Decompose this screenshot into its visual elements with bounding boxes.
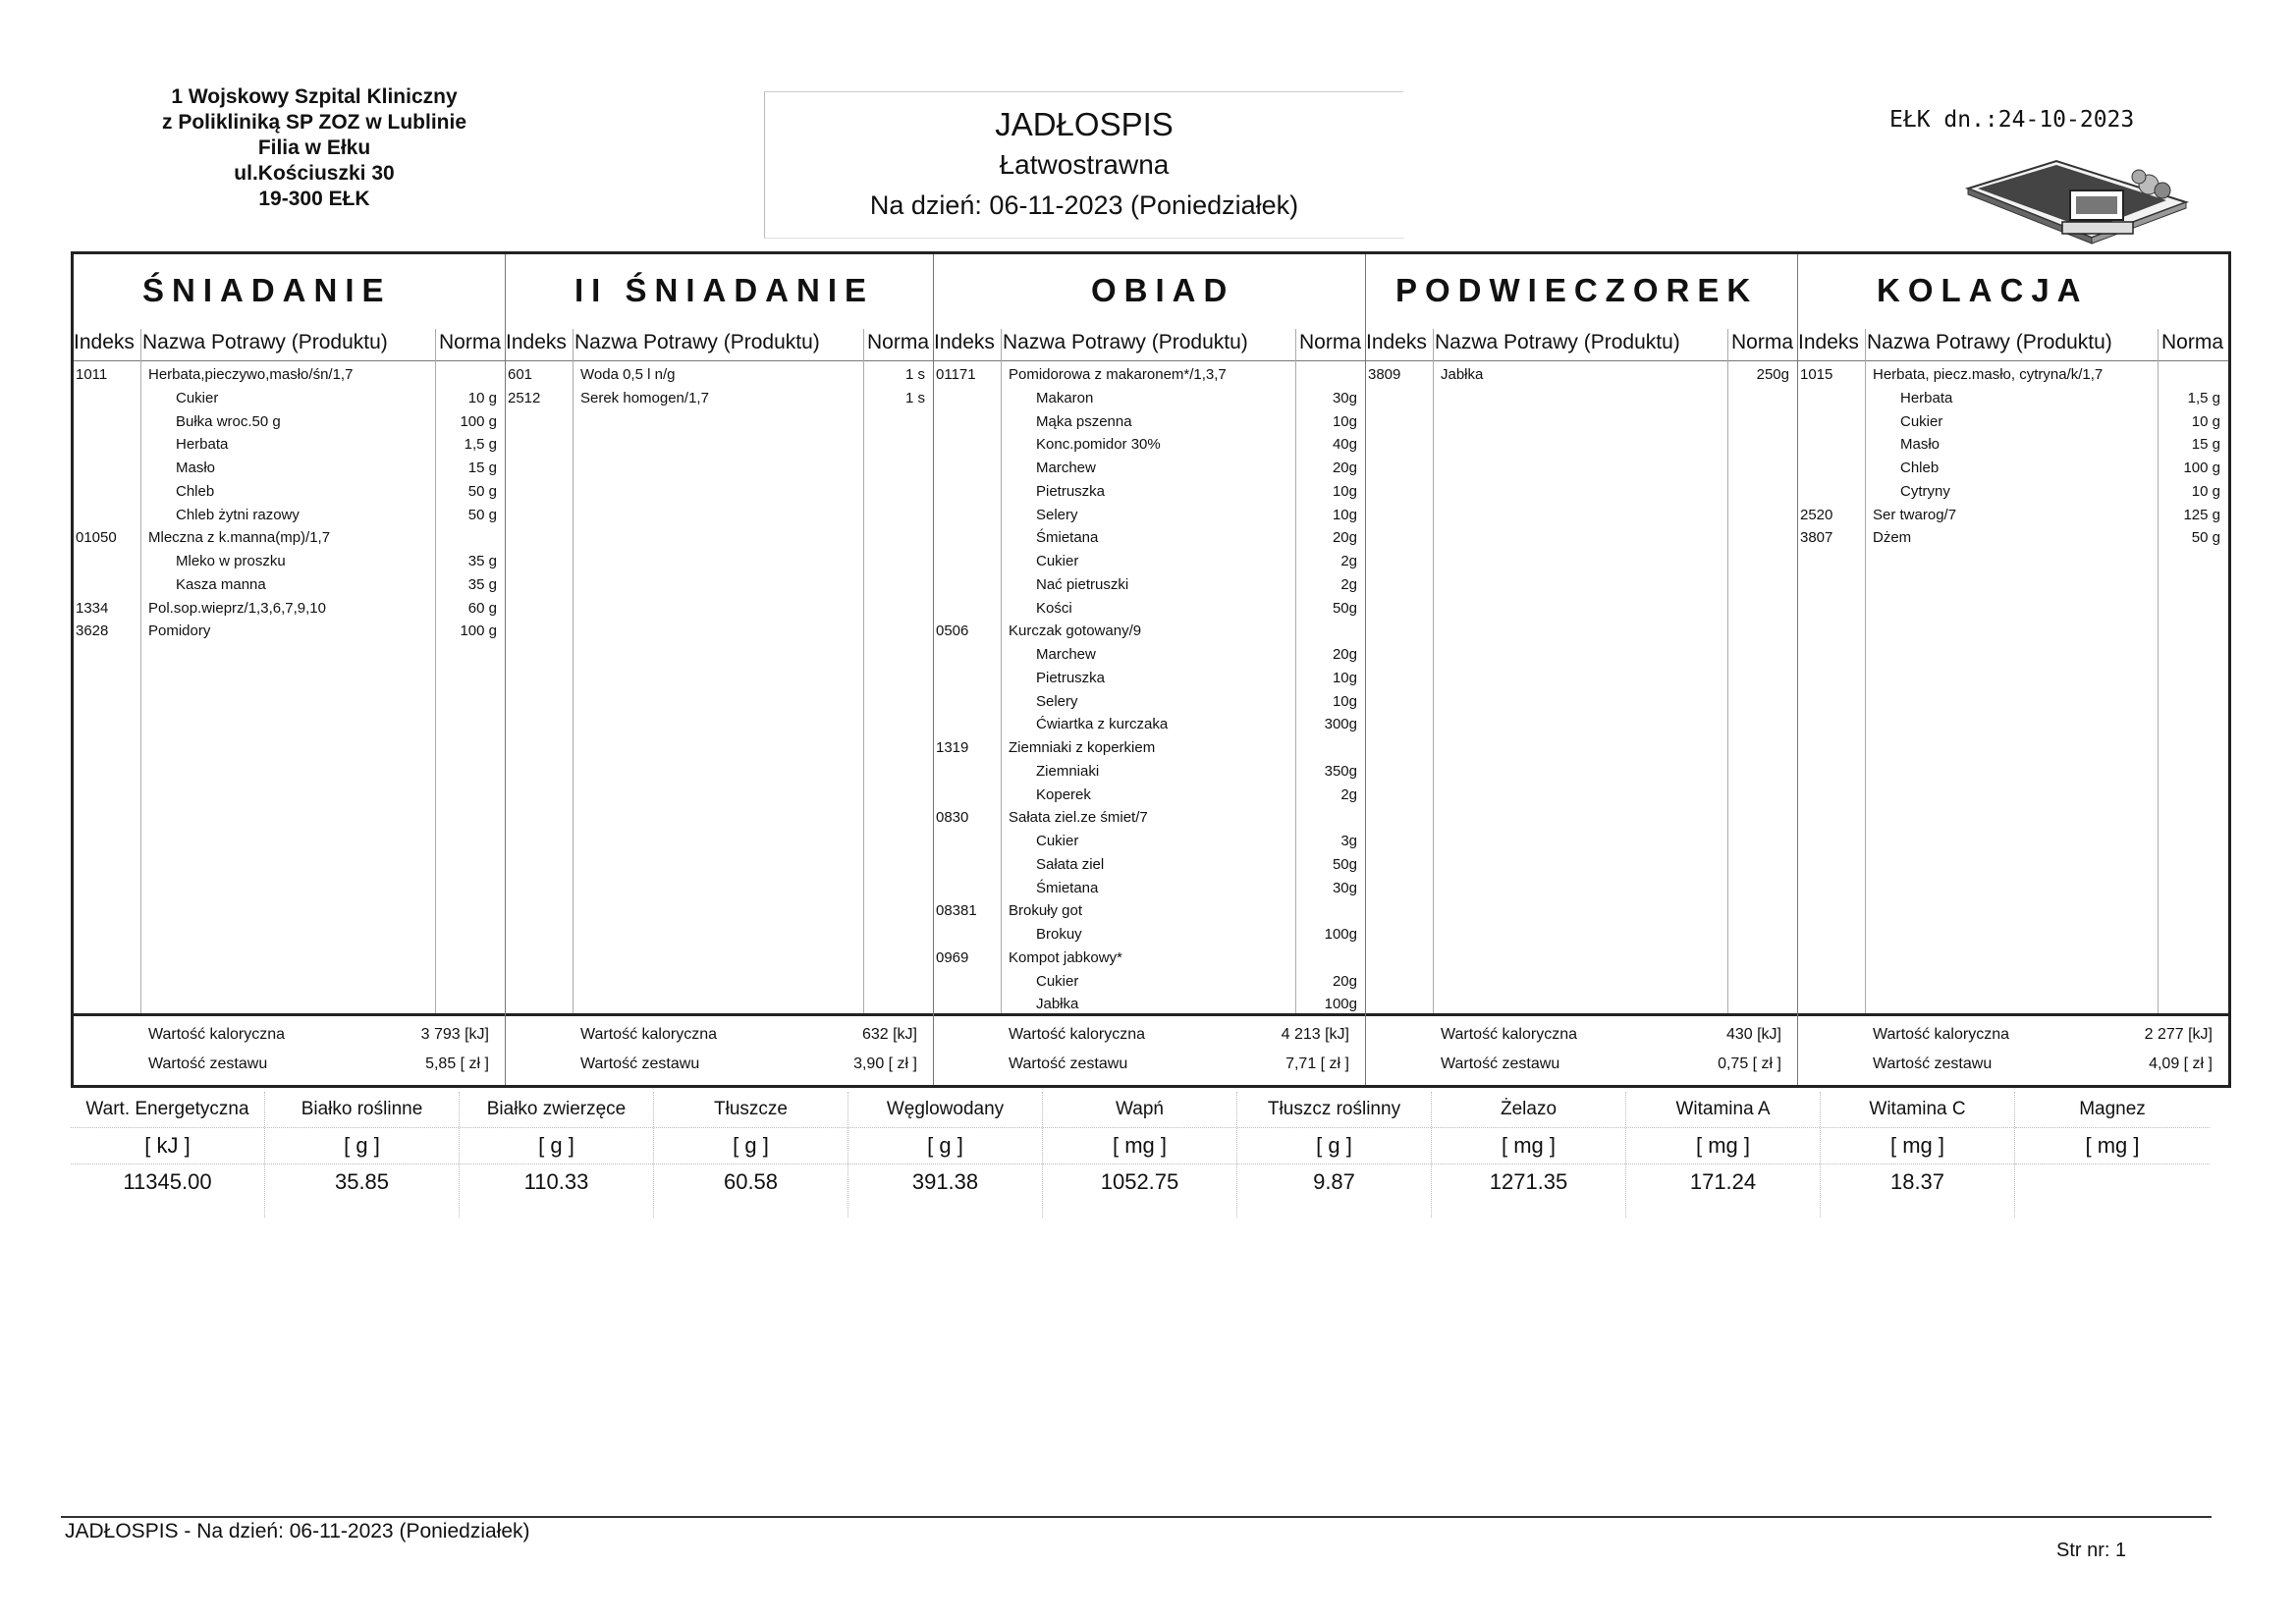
header-name: Nazwa Potrawy (Produktu)	[1003, 331, 1248, 353]
row-norm: 2g	[1340, 575, 1357, 593]
row-norm: 35 g	[467, 575, 497, 593]
row-index: 0506	[936, 622, 969, 640]
total-value-kcal: 632 [kJ]	[861, 1026, 917, 1043]
total-label-price: Wartość zestawu	[1873, 1055, 1993, 1072]
meal-title: PODWIECZOREK	[1395, 272, 1759, 308]
nutrient-value: 1052.75	[1100, 1169, 1179, 1194]
menu-row	[74, 574, 505, 598]
header-name: Nazwa Potrawy (Produktu)	[142, 331, 388, 353]
row-name: Sałata ziel	[1036, 855, 1105, 873]
total-label-kcal: Wartość kaloryczna	[1873, 1026, 2009, 1043]
nutrient-unit: [ g ]	[848, 1128, 1042, 1164]
meal-rows	[506, 364, 933, 411]
nutrient-unit: [ g ]	[654, 1128, 847, 1164]
row-name: Cukier	[176, 389, 219, 406]
row-name: Chleb	[1900, 460, 1940, 476]
nutrient-column	[265, 1092, 460, 1217]
meal-column	[1366, 254, 1798, 1085]
menu-row	[506, 388, 933, 411]
row-norm: 100g	[1324, 926, 1357, 943]
footer-rule	[61, 1516, 2212, 1518]
row-name: Kompot jabkowy*	[1009, 948, 1122, 966]
issue-date: EŁK dn.:24-10-2023	[1889, 107, 2135, 133]
meal-rows	[1366, 364, 1797, 388]
total-label-price: Wartość zestawu	[580, 1055, 700, 1072]
row-index: 0830	[936, 809, 969, 827]
menu-row	[934, 644, 1365, 668]
row-norm: 50g	[1332, 599, 1357, 617]
hospital-line: ul.Kościuszki 30	[234, 162, 395, 185]
menu-row	[934, 434, 1365, 458]
row-name: Ćwiartka z kurczaka	[1036, 716, 1169, 733]
row-name: Koperek	[1036, 785, 1091, 803]
row-index: 1334	[76, 599, 109, 617]
row-name: Jabłka	[1441, 366, 1484, 383]
total-value-kcal: 430 [kJ]	[1725, 1026, 1781, 1043]
row-name: Kasza manna	[176, 575, 266, 593]
meal-totals	[1366, 1013, 1797, 1085]
row-name: Dżem	[1873, 529, 1912, 547]
total-value-price: 7,71 [ zł ]	[1285, 1055, 1349, 1072]
nutrient-value: 35.85	[334, 1169, 390, 1194]
menu-row	[1798, 364, 2228, 388]
row-name: Kurczak gotowany/9	[1009, 622, 1142, 640]
row-norm: 20g	[1332, 972, 1357, 990]
total-label-kcal: Wartość kaloryczna	[1009, 1026, 1145, 1043]
row-norm: 30g	[1332, 879, 1357, 896]
row-name: Pomidory	[148, 622, 211, 640]
menu-row	[934, 364, 1365, 388]
meal-totals	[934, 1013, 1365, 1085]
row-norm: 50 g	[467, 506, 497, 523]
row-norm: 10g	[1332, 692, 1357, 710]
meal-column	[1798, 254, 2228, 1085]
hospital-line: z Polikliniką SP ZOZ w Lublinie	[162, 111, 466, 134]
row-name: Marchew	[1036, 460, 1096, 476]
row-norm: 2g	[1340, 553, 1357, 569]
row-norm: 125 g	[2183, 506, 2220, 523]
nutrient-label: Witamina C	[1821, 1092, 2014, 1128]
diet-name: Łatwostrawna	[999, 149, 1170, 180]
nutrient-column	[71, 1092, 265, 1217]
row-norm: 100 g	[460, 412, 497, 430]
header-norm: Norma	[1299, 331, 1362, 353]
menu-row	[934, 878, 1365, 901]
row-name: Cukier	[1036, 833, 1079, 849]
row-name: Masło	[176, 460, 216, 476]
row-name: Cytryny	[1900, 482, 1950, 500]
row-index: 01171	[936, 366, 976, 383]
header-norm: Norma	[1731, 331, 1794, 353]
meal-title: ŚNIADANIE	[142, 272, 392, 308]
menu-row	[1798, 481, 2228, 505]
menu-row	[1798, 411, 2228, 435]
column-headers	[506, 329, 933, 361]
menu-row	[1798, 458, 2228, 481]
header-name: Nazwa Potrawy (Produktu)	[574, 331, 820, 353]
nutrients-table	[71, 1092, 2212, 1217]
nutrient-unit: [ mg ]	[1626, 1128, 1820, 1164]
row-norm: 250g	[1756, 366, 1789, 383]
menu-row	[74, 527, 505, 551]
nutrient-value: 9.87	[1313, 1169, 1355, 1194]
row-name: Cukier	[1900, 412, 1943, 430]
row-norm: 1,5 g	[2187, 389, 2220, 406]
row-norm: 60 g	[467, 599, 497, 617]
row-norm: 350g	[1324, 762, 1357, 780]
row-norm: 40g	[1332, 436, 1357, 454]
menu-row	[934, 854, 1365, 878]
header-name: Nazwa Potrawy (Produktu)	[1867, 331, 2112, 353]
hospital-line: 1 Wojskowy Szpital Kliniczny	[171, 85, 458, 108]
row-norm: 10g	[1332, 412, 1357, 430]
column-divider	[573, 329, 574, 1016]
row-norm: 20g	[1332, 646, 1357, 663]
nutrient-column	[1626, 1092, 1821, 1217]
menu-row	[934, 458, 1365, 481]
menu-row	[1798, 388, 2228, 411]
menu-row	[934, 971, 1365, 995]
total-value-price: 5,85 [ zł ]	[425, 1055, 489, 1072]
nutrient-label: Wart. Energetyczna	[71, 1092, 264, 1128]
row-name: Konc.pomidor 30%	[1036, 436, 1161, 454]
header-index: Indeks	[74, 331, 135, 353]
hospital-address	[118, 84, 511, 212]
meal-totals	[74, 1013, 505, 1085]
row-norm: 100 g	[460, 622, 497, 640]
menu-row	[74, 481, 505, 505]
row-norm: 10g	[1332, 506, 1357, 523]
column-headers	[1798, 329, 2228, 361]
meal-rows	[1798, 364, 2228, 551]
menu-row	[74, 434, 505, 458]
row-name: Mleko w proszku	[176, 553, 286, 569]
header-norm: Norma	[439, 331, 502, 353]
row-norm: 100 g	[2183, 460, 2220, 476]
row-name: Selery	[1036, 692, 1078, 710]
nutrient-column	[1043, 1092, 1237, 1217]
nutrient-column	[848, 1092, 1043, 1217]
nutrient-value	[2015, 1164, 2210, 1200]
menu-row	[1798, 527, 2228, 551]
menu-row	[934, 388, 1365, 411]
row-name: Nać pietruszki	[1036, 575, 1129, 593]
meal-totals	[506, 1013, 933, 1085]
menu-row	[934, 924, 1365, 947]
row-name: Herbata	[1900, 389, 1953, 406]
menu-row	[934, 691, 1365, 715]
row-name: Chleb	[176, 482, 215, 500]
nutrient-value: 11345.00	[123, 1169, 212, 1194]
row-name: Serek homogen/1,7	[580, 389, 709, 406]
row-index: 1015	[1800, 366, 1833, 383]
row-name: Kości	[1036, 599, 1072, 617]
menu-row	[934, 831, 1365, 854]
header-index: Indeks	[1798, 331, 1859, 353]
row-norm: 10 g	[2191, 482, 2220, 500]
nutrient-unit: [ g ]	[1237, 1128, 1431, 1164]
nutrient-label: Magnez	[2015, 1092, 2210, 1128]
book-computer-icon	[1964, 147, 2190, 245]
row-norm: 20g	[1332, 529, 1357, 547]
row-norm: 2g	[1340, 785, 1357, 803]
menu-row	[934, 621, 1365, 644]
menu-row	[934, 527, 1365, 551]
meal-rows	[934, 364, 1365, 1017]
row-norm: 1,5 g	[464, 436, 497, 454]
menu-row	[934, 551, 1365, 574]
row-index: 1011	[76, 366, 108, 383]
row-norm: 30g	[1332, 389, 1357, 406]
menu-row	[74, 364, 505, 388]
hospital-line: 19-300 EŁK	[258, 188, 370, 210]
nutrient-column	[1237, 1092, 1432, 1217]
nutrient-unit: [ kJ ]	[71, 1128, 264, 1164]
nutrient-label: Witamina A	[1626, 1092, 1820, 1128]
row-name: Cukier	[1036, 553, 1079, 569]
menu-row	[74, 388, 505, 411]
meal-column	[74, 254, 506, 1085]
nutrient-label: Węglowodany	[848, 1092, 1042, 1128]
document-title: JADŁOSPIS	[995, 106, 1174, 142]
row-norm: 10g	[1332, 669, 1357, 686]
row-norm: 10 g	[467, 389, 497, 406]
row-name: Herbata,pieczywo,masło/śn/1,7	[148, 366, 354, 383]
row-name: Herbata, piecz.masło, cytryna/k/1,7	[1873, 366, 2104, 383]
total-label-kcal: Wartość kaloryczna	[580, 1026, 717, 1043]
meal-totals	[1798, 1013, 2228, 1085]
menu-row	[506, 364, 933, 388]
row-name: Ser twarog/7	[1873, 506, 1957, 523]
row-norm: 300g	[1324, 716, 1357, 733]
meal-rows	[74, 364, 505, 644]
menu-row	[934, 481, 1365, 505]
row-name: Chleb żytni razowy	[176, 506, 300, 523]
page-number: Str nr: 1	[2056, 1540, 2127, 1561]
row-norm: 50 g	[467, 482, 497, 500]
row-norm: 50g	[1332, 855, 1357, 873]
title-box	[764, 91, 1403, 239]
nutrient-column	[654, 1092, 848, 1217]
nutrient-label: Tłuszcz roślinny	[1237, 1092, 1431, 1128]
total-label-price: Wartość zestawu	[1009, 1055, 1128, 1072]
column-headers	[74, 329, 505, 361]
header-norm: Norma	[867, 331, 930, 353]
row-name: Pol.sop.wieprz/1,3,6,7,9,10	[148, 599, 326, 617]
row-index: 3628	[76, 622, 109, 640]
row-name: Marchew	[1036, 646, 1096, 663]
meal-title: II ŚNIADANIE	[574, 272, 875, 308]
menu-row	[934, 598, 1365, 622]
menu-row	[74, 598, 505, 622]
menu-row	[934, 668, 1365, 691]
menu-row	[1366, 364, 1797, 388]
meal-title: OBIAD	[1091, 272, 1235, 308]
row-name: Ziemniaki	[1036, 762, 1100, 780]
menu-row	[934, 574, 1365, 598]
header-name: Nazwa Potrawy (Produktu)	[1435, 331, 1680, 353]
nutrient-unit: [ g ]	[460, 1128, 653, 1164]
nutrient-label: Tłuszcze	[654, 1092, 847, 1128]
row-index: 601	[508, 366, 533, 383]
row-norm: 35 g	[467, 553, 497, 569]
nutrient-value: 18.37	[1889, 1169, 1945, 1194]
row-name: Pomidorowa z makaronem*/1,3,7	[1009, 366, 1227, 383]
total-label-price: Wartość zestawu	[148, 1055, 268, 1072]
nutrient-column	[1821, 1092, 2015, 1217]
menu-table	[71, 251, 2231, 1088]
meal-title: KOLACJA	[1877, 272, 2089, 308]
menu-row	[74, 621, 505, 644]
meal-column	[506, 254, 934, 1085]
menu-row	[74, 458, 505, 481]
row-norm: 1 s	[904, 366, 925, 383]
nutrient-unit: [ g ]	[265, 1128, 459, 1164]
row-name: Woda 0,5 l n/g	[580, 366, 676, 383]
total-label-kcal: Wartość kaloryczna	[148, 1026, 285, 1043]
header-index: Indeks	[934, 331, 995, 353]
nutrient-value: 391.38	[911, 1169, 979, 1194]
column-headers	[934, 329, 1365, 361]
row-name: Selery	[1036, 506, 1078, 523]
nutrient-column	[460, 1092, 654, 1217]
nutrient-label: Żelazo	[1432, 1092, 1625, 1128]
nutrient-value: 1271.35	[1489, 1169, 1568, 1194]
nutrient-label: Wapń	[1043, 1092, 1236, 1128]
meal-column	[934, 254, 1366, 1085]
row-name: Ziemniaki z koperkiem	[1009, 739, 1156, 756]
menu-row	[934, 505, 1365, 528]
row-norm: 15 g	[2191, 436, 2220, 454]
row-name: Herbata	[176, 436, 229, 454]
nutrient-unit: [ mg ]	[1432, 1128, 1625, 1164]
header-index: Indeks	[506, 331, 567, 353]
total-value-kcal: 4 213 [kJ]	[1281, 1026, 1349, 1043]
row-name: Mleczna z k.manna(mp)/1,7	[148, 529, 331, 547]
total-value-price: 3,90 [ zł ]	[853, 1055, 917, 1072]
row-norm: 3g	[1340, 833, 1357, 849]
row-index: 3807	[1800, 529, 1833, 547]
row-name: Śmietana	[1036, 529, 1099, 547]
row-index: 3809	[1368, 366, 1401, 383]
total-value-kcal: 3 793 [kJ]	[420, 1026, 489, 1043]
nutrient-unit: [ mg ]	[2015, 1128, 2210, 1164]
nutrient-value: 110.33	[523, 1169, 589, 1194]
nutrient-label: Białko roślinne	[265, 1092, 459, 1128]
menu-row	[934, 807, 1365, 831]
footer-text: JADŁOSPIS - Na dzień: 06-11-2023 (Poniedziałek)	[65, 1520, 530, 1542]
nutrient-value: 171.24	[1689, 1169, 1757, 1194]
hospital-line: Filia w Ełku	[257, 136, 371, 159]
row-name: Cukier	[1036, 972, 1079, 990]
row-name: Mąka pszenna	[1036, 412, 1132, 430]
row-norm: 15 g	[467, 460, 497, 476]
header-index: Indeks	[1366, 331, 1427, 353]
nutrient-column	[2015, 1092, 2210, 1217]
menu-date: Na dzień: 06-11-2023 (Poniedziałek)	[869, 190, 1299, 220]
column-headers	[1366, 329, 1797, 361]
row-norm: 10g	[1332, 482, 1357, 500]
row-norm: 20g	[1332, 460, 1357, 476]
nutrient-value: 60.58	[723, 1169, 779, 1194]
total-value-kcal: 2 277 [kJ]	[2144, 1026, 2213, 1043]
row-norm: 50 g	[2191, 529, 2220, 547]
nutrient-unit: [ mg ]	[1043, 1128, 1236, 1164]
nutrient-column	[1432, 1092, 1626, 1217]
menu-row	[74, 551, 505, 574]
column-divider	[1727, 329, 1728, 1016]
menu-row	[934, 761, 1365, 784]
row-name: Jabłka	[1036, 996, 1079, 1013]
menu-row	[934, 784, 1365, 808]
row-index: 0969	[936, 948, 969, 966]
menu-row	[74, 505, 505, 528]
total-value-price: 0,75 [ zł ]	[1718, 1055, 1781, 1072]
menu-row	[934, 900, 1365, 924]
menu-row	[934, 737, 1365, 761]
menu-row	[934, 947, 1365, 971]
column-divider	[1433, 329, 1434, 1016]
header-norm: Norma	[2161, 331, 2224, 353]
total-value-price: 4,09 [ zł ]	[2149, 1055, 2213, 1072]
row-name: Brokuły got	[1009, 902, 1083, 920]
total-label-kcal: Wartość kaloryczna	[1441, 1026, 1577, 1043]
row-name: Pietruszka	[1036, 669, 1106, 686]
menu-row	[934, 411, 1365, 435]
row-index: 1319	[936, 739, 969, 756]
total-label-price: Wartość zestawu	[1441, 1055, 1560, 1072]
menu-row	[934, 714, 1365, 737]
row-norm: 100g	[1324, 996, 1357, 1013]
menu-row	[74, 411, 505, 435]
row-index: 2520	[1800, 506, 1833, 523]
row-norm: 1 s	[904, 389, 925, 406]
row-norm: 10 g	[2191, 412, 2220, 430]
row-name: Brokuy	[1036, 926, 1082, 943]
menu-row	[1798, 505, 2228, 528]
row-name: Masło	[1900, 436, 1941, 454]
nutrient-unit: [ mg ]	[1821, 1128, 2014, 1164]
row-name: Bułka wroc.50 g	[176, 412, 281, 430]
nutrient-label: Białko zwierzęce	[460, 1092, 653, 1128]
row-name: Śmietana	[1036, 879, 1099, 896]
row-index: 08381	[936, 902, 977, 920]
row-name: Pietruszka	[1036, 482, 1106, 500]
row-index: 01050	[76, 529, 117, 547]
row-index: 2512	[508, 389, 541, 406]
column-divider	[863, 329, 864, 1016]
row-name: Makaron	[1036, 389, 1094, 406]
row-name: Sałata ziel.ze śmiet/7	[1009, 809, 1148, 827]
menu-row	[1798, 434, 2228, 458]
